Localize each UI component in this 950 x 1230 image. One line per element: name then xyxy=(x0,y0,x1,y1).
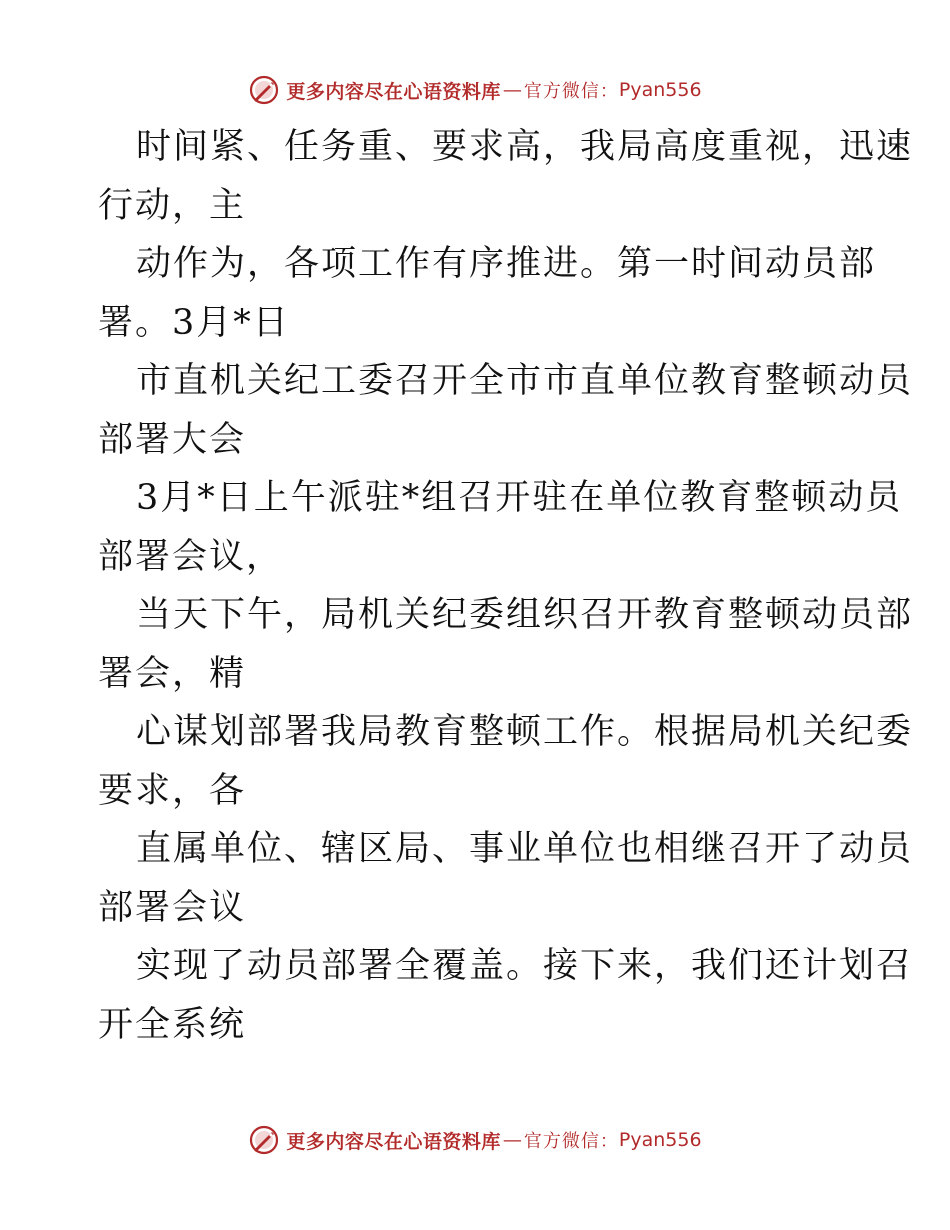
footer-banner xyxy=(0,1120,950,1160)
paragraph-6 xyxy=(98,703,914,820)
paragraph-5 xyxy=(98,586,914,703)
banner-site-text: 更多内容尽在心语资料库 xyxy=(286,1130,501,1153)
paragraph-line: 直属单位、辖区局、事业单位也相继召开了动员 xyxy=(136,829,914,869)
paragraph-line: 署。3月*日 xyxy=(98,302,290,343)
paragraph-line: 3月*日上午派驻*组召开驻在单位教育整顿动员 xyxy=(136,478,903,518)
paragraph-line: 部署会议， xyxy=(98,536,284,577)
paragraph-line: 时间紧、任务重、要求高，我局高度重视，迅速 xyxy=(136,127,914,167)
paragraph-line: 开全系统 xyxy=(98,1004,247,1045)
banner-wechat-label: 官方微信： xyxy=(523,1131,619,1152)
paragraph-line: 市直机关纪工委召开全市市直单位教育整顿动员 xyxy=(136,361,914,401)
paragraph-line: 动作为，各项工作有序推进。第一时间动员部 xyxy=(136,244,877,284)
paragraph-line: 要求，各 xyxy=(98,770,247,811)
banner-dash: — xyxy=(502,1129,522,1151)
banner-wechat-label: 官方微信： xyxy=(523,81,619,102)
paragraph-line: 行动，主 xyxy=(98,185,247,226)
banner-wechat-id: Pyan556 xyxy=(618,1129,702,1151)
banner-dash: — xyxy=(502,79,522,101)
header-banner xyxy=(0,70,950,110)
document-body xyxy=(98,118,914,1054)
banner-wechat-id: Pyan556 xyxy=(618,79,702,101)
pen-nib-logo-icon xyxy=(248,74,280,106)
paragraph-line: 部署大会 xyxy=(98,419,247,460)
paragraph-1 xyxy=(98,118,914,235)
paragraph-7 xyxy=(98,820,914,937)
paragraph-line: 部署会议 xyxy=(98,887,247,928)
paragraph-line: 署会，精 xyxy=(98,653,247,694)
paragraph-8 xyxy=(98,937,914,1054)
paragraph-line: 当天下午，局机关纪委组织召开教育整顿动员部 xyxy=(136,595,914,635)
paragraph-line: 心谋划部署我局教育整顿工作。根据局机关纪委 xyxy=(136,712,914,752)
paragraph-line: 实现了动员部署全覆盖。接下来，我们还计划召 xyxy=(136,946,914,986)
paragraph-3 xyxy=(98,352,914,469)
pen-nib-logo-icon xyxy=(248,1124,280,1156)
paragraph-4 xyxy=(98,469,903,586)
paragraph-2 xyxy=(98,235,877,352)
banner-site-text: 更多内容尽在心语资料库 xyxy=(286,80,501,103)
